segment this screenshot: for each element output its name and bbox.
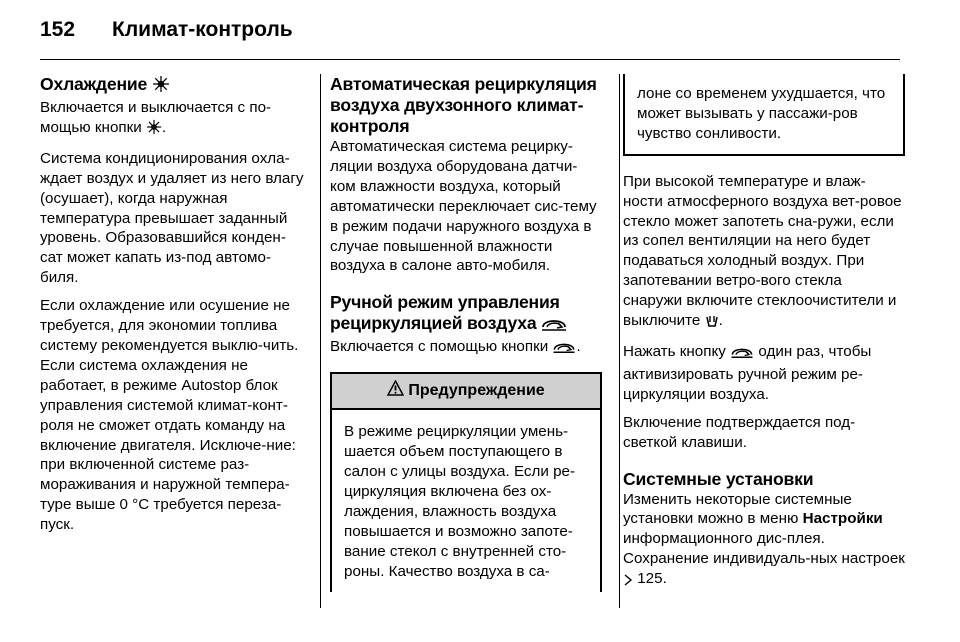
cooling-economy-note: Если охлаждение или осушение не требуется, для экономии топлива систему рекомендуется выклю-чить. Если система охлаждения не работает, в режиме Autostop блок управления системой климат-конт-роля не сможет отдать команду на включение двигателя. Исключе-ние: при включенной системе раз-мораживания и наружной темпера-туре выше 0 °C требуется переза-пуск.	[40, 297, 299, 534]
page-reference-arrow-icon	[623, 572, 633, 592]
column-divider-right	[619, 74, 620, 608]
auto-recirculation-text: Автоматическая система рецирку-ляции воздуха оборудована датчи-ком влажности воздуха, который автоматически переключает сис-тему в режим подачи наружного воздуха в случае повышенной влажности воздуха в салоне авто-мобиля.	[330, 138, 597, 275]
section-heading-cooling: Охлаждение	[40, 74, 306, 98]
warning-box-continued: лоне со временем ухудшается, что может вызывать у пассажи-ров чувство сонливости.	[623, 74, 905, 156]
column-3	[623, 74, 905, 592]
page-reference-link[interactable]: 125.	[637, 570, 667, 588]
recirculation-icon	[730, 345, 754, 365]
snowflake-icon	[146, 119, 162, 141]
warning-header: Предупреждение	[332, 372, 600, 410]
manual-recirculation-text: Включается с помощью кнопки .	[330, 337, 602, 360]
section-heading-system-settings: Системные установки	[623, 468, 814, 489]
header-divider	[40, 59, 900, 60]
page-header	[40, 18, 293, 48]
page-title: Климат-контроль	[112, 18, 293, 41]
fogging-note: При высокой температуре и влаж-ности атмосферного воздуха вет-ровое стекло может запотеть сна-ружи, если из сопел вентиляции на него будет подаваться холодный воздух. При запотевании ветро-вого стекла снаружи включите стеклоочистители и выключите .	[623, 172, 905, 334]
section-heading-manual-recirculation: Ручной режим управления рециркуляцией воздуха	[330, 292, 602, 337]
column-1	[40, 74, 306, 535]
cooling-description: Система кондиционирования охла-ждает воздух и удаляет из него влагу (осушает), когда наружная температура превышает заданный уровень. Образовавшийся конден-сат может капать из-под автомо-биля.	[40, 149, 304, 287]
snowflake-icon	[152, 75, 170, 98]
system-settings-text: Изменить некоторые системные установки можно в меню Настройки информационного дис-плея. Сохранение индивидуаль-ных настроек 125.	[623, 490, 905, 593]
warning-triangle-icon	[387, 380, 404, 402]
column-2	[330, 74, 602, 592]
button-light-note: Включение подтверждается под-светкой клавиши.	[623, 413, 856, 451]
defog-window-icon	[705, 314, 719, 334]
manual-mode-instruction: Нажать кнопку один раз, чтобы активизировать ручной режим ре-циркуляции воздуха.	[623, 342, 872, 403]
section-heading-auto-recirculation: Автоматическая рециркуляция воздуха двухзонного климат-контроля	[330, 74, 597, 136]
cooling-intro: Включается и выключается с по-мощью кнопки .	[40, 98, 306, 141]
column-divider-left	[320, 74, 321, 608]
page-number: 152	[40, 18, 76, 41]
warning-body: В режиме рециркуляции умень-шается объем поступающего в салон с улицы воздуха. Если ре-циркуляция включена без ох-лаждения, влажность воздуха повышается и возможно запоте-вание стекол с внутренней сто-роны. Качество воздуха в са-	[344, 423, 576, 580]
settings-menu-label: Настройки	[802, 510, 883, 528]
recirculation-icon	[552, 340, 576, 360]
warning-box	[330, 372, 602, 591]
recirculation-icon	[541, 316, 567, 337]
